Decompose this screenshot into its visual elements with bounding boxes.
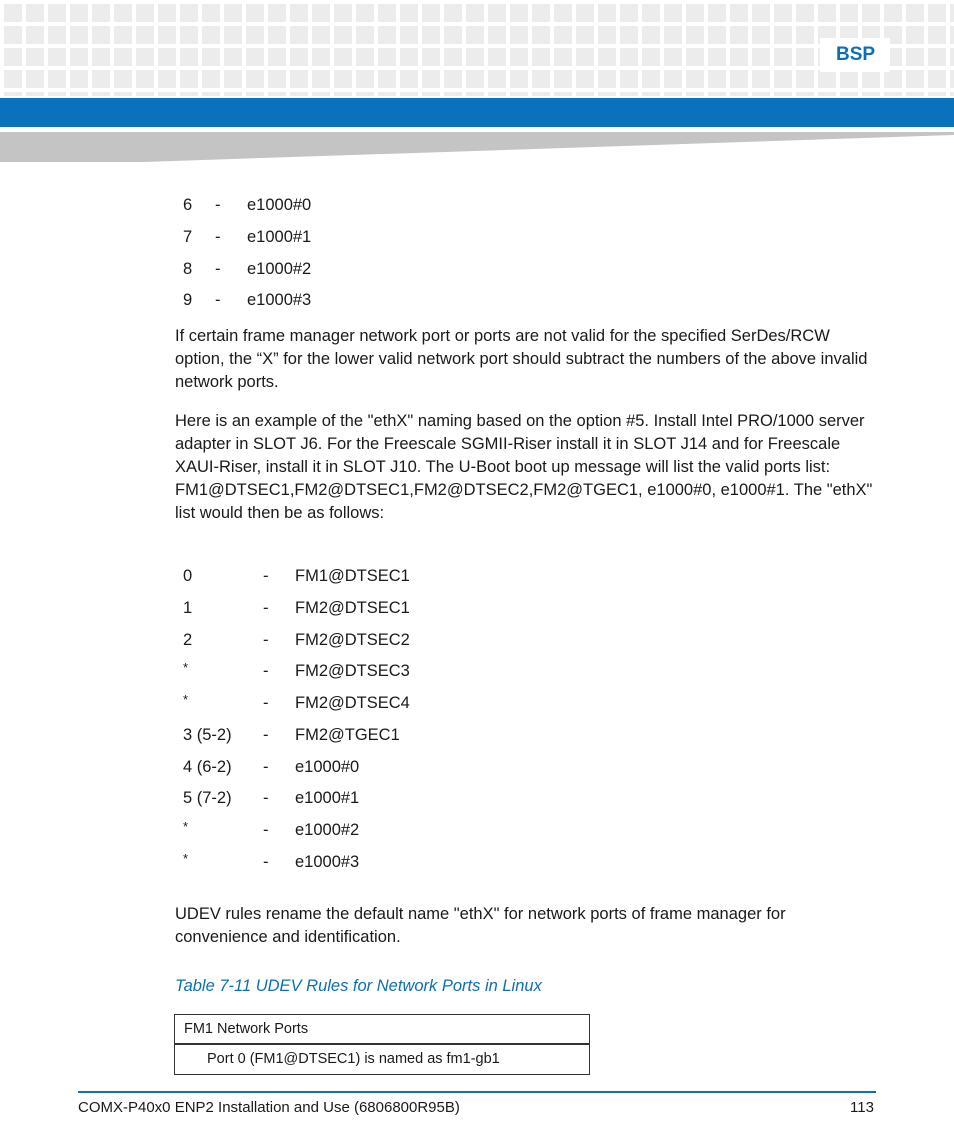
list-port: e1000#3	[295, 853, 360, 871]
list-port: e1000#1	[295, 789, 360, 807]
list-dash: -	[215, 291, 221, 309]
table-row: Port 0 (FM1@DTSEC1) is named as fm1-gb1	[207, 1051, 500, 1067]
list-number: 0	[183, 567, 193, 585]
list-port: FM2@DTSEC4	[295, 694, 410, 712]
list-dash: -	[263, 758, 269, 776]
list-port: FM2@DTSEC2	[295, 631, 410, 649]
list-port: e1000#2	[295, 821, 360, 839]
list-number: 4 (6-2)	[183, 758, 232, 776]
list-number: 7	[183, 228, 193, 246]
list-dash: -	[215, 260, 221, 278]
list-number: 1	[183, 599, 193, 617]
list-number: *	[183, 692, 189, 707]
udev-rules-table	[174, 1014, 590, 1075]
list-port: e1000#1	[247, 228, 312, 246]
list-dash: -	[263, 853, 269, 871]
list-number: 6	[183, 196, 193, 214]
page-number: 113	[850, 1099, 874, 1116]
list-dash: -	[263, 789, 269, 807]
list-port: FM2@TGEC1	[295, 726, 400, 744]
table-caption: Table 7-11 UDEV Rules for Network Ports in Linux	[175, 977, 542, 995]
header-gray-band	[0, 132, 954, 162]
section-title: BSP	[836, 44, 876, 65]
list-port: FM1@DTSEC1	[295, 567, 410, 585]
list-dash: -	[263, 821, 269, 839]
list-port: e1000#2	[247, 260, 312, 278]
footer-doc-title: COMX-P40x0 ENP2 Installation and Use (6806800R95B)	[78, 1099, 460, 1116]
list-port: e1000#0	[247, 196, 312, 214]
list-port: e1000#3	[247, 291, 312, 309]
paragraph-invalid-ports: If certain frame manager network port or ports are not valid for the specified SerDes/RCW option, the “X” for the lower valid network port should subtract the numbers of the above invalid network ports.	[175, 327, 868, 391]
list-dash: -	[263, 631, 269, 649]
list-dash: -	[215, 228, 221, 246]
paragraph-ethx-example: Here is an example of the "ethX" naming based on the option #5. Install Intel PRO/1000 server adapter in SLOT J6. For the Freescale SGMII-Riser install it in SLOT J14 and for Freescale XAUI-Riser, install it in SLOT J10. The U-Boot boot up message will list the valid ports list: FM1@DTSEC1,FM2@DTSEC1,FM2@DTSEC2,FM2@TGEC1, e1000#0, e1000#1. The "ethX" list would then be as follows:	[175, 412, 873, 522]
list-number: *	[183, 819, 189, 834]
list-dash: -	[263, 662, 269, 680]
list-number: 5 (7-2)	[183, 789, 232, 807]
list-number: 8	[183, 260, 193, 278]
list-port: e1000#0	[295, 758, 360, 776]
header-blue-band	[0, 98, 954, 127]
list-dash: -	[215, 196, 221, 214]
list-port: FM2@DTSEC1	[295, 599, 410, 617]
list-number: 9	[183, 291, 193, 309]
table-header: FM1 Network Ports	[175, 1015, 589, 1045]
list-port: FM2@DTSEC3	[295, 662, 410, 680]
paragraph-udev-rules: UDEV rules rename the default name "ethX" for network ports of frame manager for convenience and identification.	[175, 905, 786, 946]
list-dash: -	[263, 567, 269, 585]
list-number: 3 (5-2)	[183, 726, 232, 744]
list-number: *	[183, 660, 189, 675]
header-pattern	[0, 0, 954, 96]
footer-divider	[78, 1091, 876, 1093]
list-number: *	[183, 851, 189, 866]
list-dash: -	[263, 599, 269, 617]
list-dash: -	[263, 694, 269, 712]
list-number: 2	[183, 631, 193, 649]
list-dash: -	[263, 726, 269, 744]
